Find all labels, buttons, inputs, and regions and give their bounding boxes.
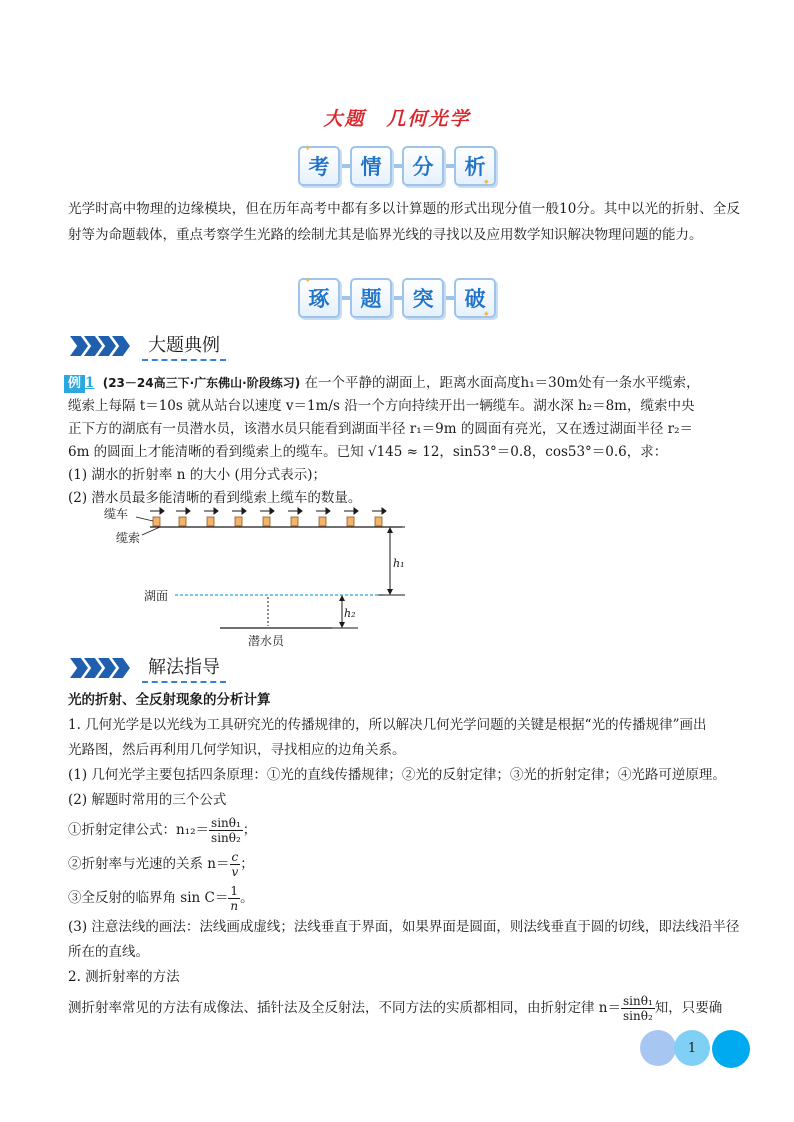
- section-title: 解法指导: [142, 653, 226, 683]
- problem-text: 在一个平静的湖面上，距离水面高度h₁＝30m处有一条水平缆索，: [304, 375, 700, 391]
- sparkle-icon: ✦: [304, 144, 312, 154]
- guide-text: 1. 几何光学是以光线为工具研究光的传播规律的，所以解决几何光学问题的关键是根据“光的传播规律”画出: [68, 717, 707, 733]
- page-decoration: [712, 1030, 750, 1068]
- banner-char: 题: [350, 278, 392, 318]
- sparkle-icon: ✦: [482, 178, 490, 188]
- guide-text: 测折射率常见的方法有成像法、插针法及全反射法，不同方法的实质都相同，由折射定律 n＝ $\frac{\text{sinθ₁}}{\text{sinθ₂}}$ 知，只要确: [68, 993, 723, 1023]
- formula-critical-angle: ③全反射的临界角 sin C＝ $\frac{1}{n}$ 。: [68, 883, 254, 913]
- formula-speed: ②折射率与光速的关系 n＝ $\frac{c}{v}$ ；: [68, 849, 254, 879]
- example-number[interactable]: 1: [85, 375, 95, 391]
- section-title: 大题典例: [142, 331, 226, 361]
- guide-heading: 光的折射、全反射现象的分析计算: [68, 692, 271, 708]
- banner-char: 情: [350, 146, 392, 186]
- sparkle-icon: ✦: [482, 310, 490, 320]
- page-decoration: [640, 1030, 676, 1066]
- car-arrows: [150, 508, 386, 514]
- guide-content: [68, 688, 740, 1026]
- chevron-arrows-icon: [70, 336, 126, 356]
- problem-text: 缆索上每隔 t＝10s 就从站台以速度 v＝1m/s 沿一个方向持续开出一辆缆车。湖水深 h₂＝8m，缆索中央: [68, 398, 695, 414]
- example-source: (23－24高三下·广东佛山·阶段练习): [102, 376, 301, 390]
- cable-label: 缆索: [116, 531, 141, 545]
- intro-paragraph: 光学时高中物理的边缘模块，但在历年高考中都有多以计算题的形式出现分值一般10分。其中以光的折射、全反射等为命题载体，重点考察学生光路的绘制尤其是临界光线的寻找以及应用数学知识解决物理问题的能力。: [68, 201, 740, 243]
- formula-snell: ①折射定律公式：n₁₂＝ $\frac{\text{sinθ₁}}{\text{sinθ₂}}$ ；: [68, 815, 257, 845]
- banner-char: 琢 ✦: [298, 278, 340, 318]
- page-number: 1: [674, 1030, 710, 1066]
- guide-text: 所在的直线。: [68, 944, 149, 960]
- h1-label: h₁: [393, 557, 405, 570]
- guide-text: 光路图，然后再利用几何学知识，寻找相应的边角关系。: [68, 742, 406, 758]
- cable-car-figure: [100, 505, 420, 650]
- banner-char: 突: [402, 278, 444, 318]
- guide-text: (2) 解题时常用的三个公式: [68, 792, 227, 808]
- banner-char: 析 ✦: [454, 146, 496, 186]
- guide-text: (3) 注意法线的画法：法线画成虚线；法线垂直于界面，如果界面是圆面，则法线垂直于圆的切线，即法线沿半径: [68, 919, 740, 935]
- example-tag: 例: [64, 375, 85, 393]
- guide-text: (1) 几何光学主要包括四条原理：①光的直线传播规律；②光的反射定律；③光的折射定律；④光路可逆原理。: [68, 767, 726, 783]
- diver-label: 潜水员: [248, 634, 285, 648]
- problem-text: 正下方的湖底有一员潜水员，该潜水员只能看到湖面半径 r₁＝9m 的圆面有亮光，又在透过湖面半径 r₂＝: [68, 421, 693, 437]
- example-problem: [68, 372, 740, 510]
- guide-text: 2. 测折射率的方法: [68, 969, 180, 985]
- section-heading-examples: [70, 333, 226, 359]
- cable-cars: [153, 517, 382, 526]
- banner-char: 分: [402, 146, 444, 186]
- banner-char: 考 ✦: [298, 146, 340, 186]
- section-heading-guide: [70, 655, 226, 681]
- problem-text: 6m 的圆面上才能清晰的看到缆索上的缆车。已知 √145 ≈ 12，sin53°＝0.8，cos53°＝0.6，求：: [68, 444, 668, 460]
- sparkle-icon: ✦: [304, 276, 312, 286]
- question-2: (2) 潜水员最多能清晰的看到缆索上缆车的数量。: [68, 490, 362, 506]
- car-label: 缆车: [104, 507, 129, 521]
- chevron-arrows-icon: [70, 658, 126, 678]
- document-title: 大题 几何光学: [323, 108, 471, 130]
- question-1: (1) 湖水的折射率 n 的大小 (用分式表示)；: [68, 467, 327, 483]
- banner-breakthrough: [0, 278, 794, 318]
- lake-surface-label: 湖面: [144, 589, 169, 603]
- h2-label: h₂: [344, 607, 356, 620]
- banner-char: 破 ✦: [454, 278, 496, 318]
- banner-analysis: [0, 146, 794, 186]
